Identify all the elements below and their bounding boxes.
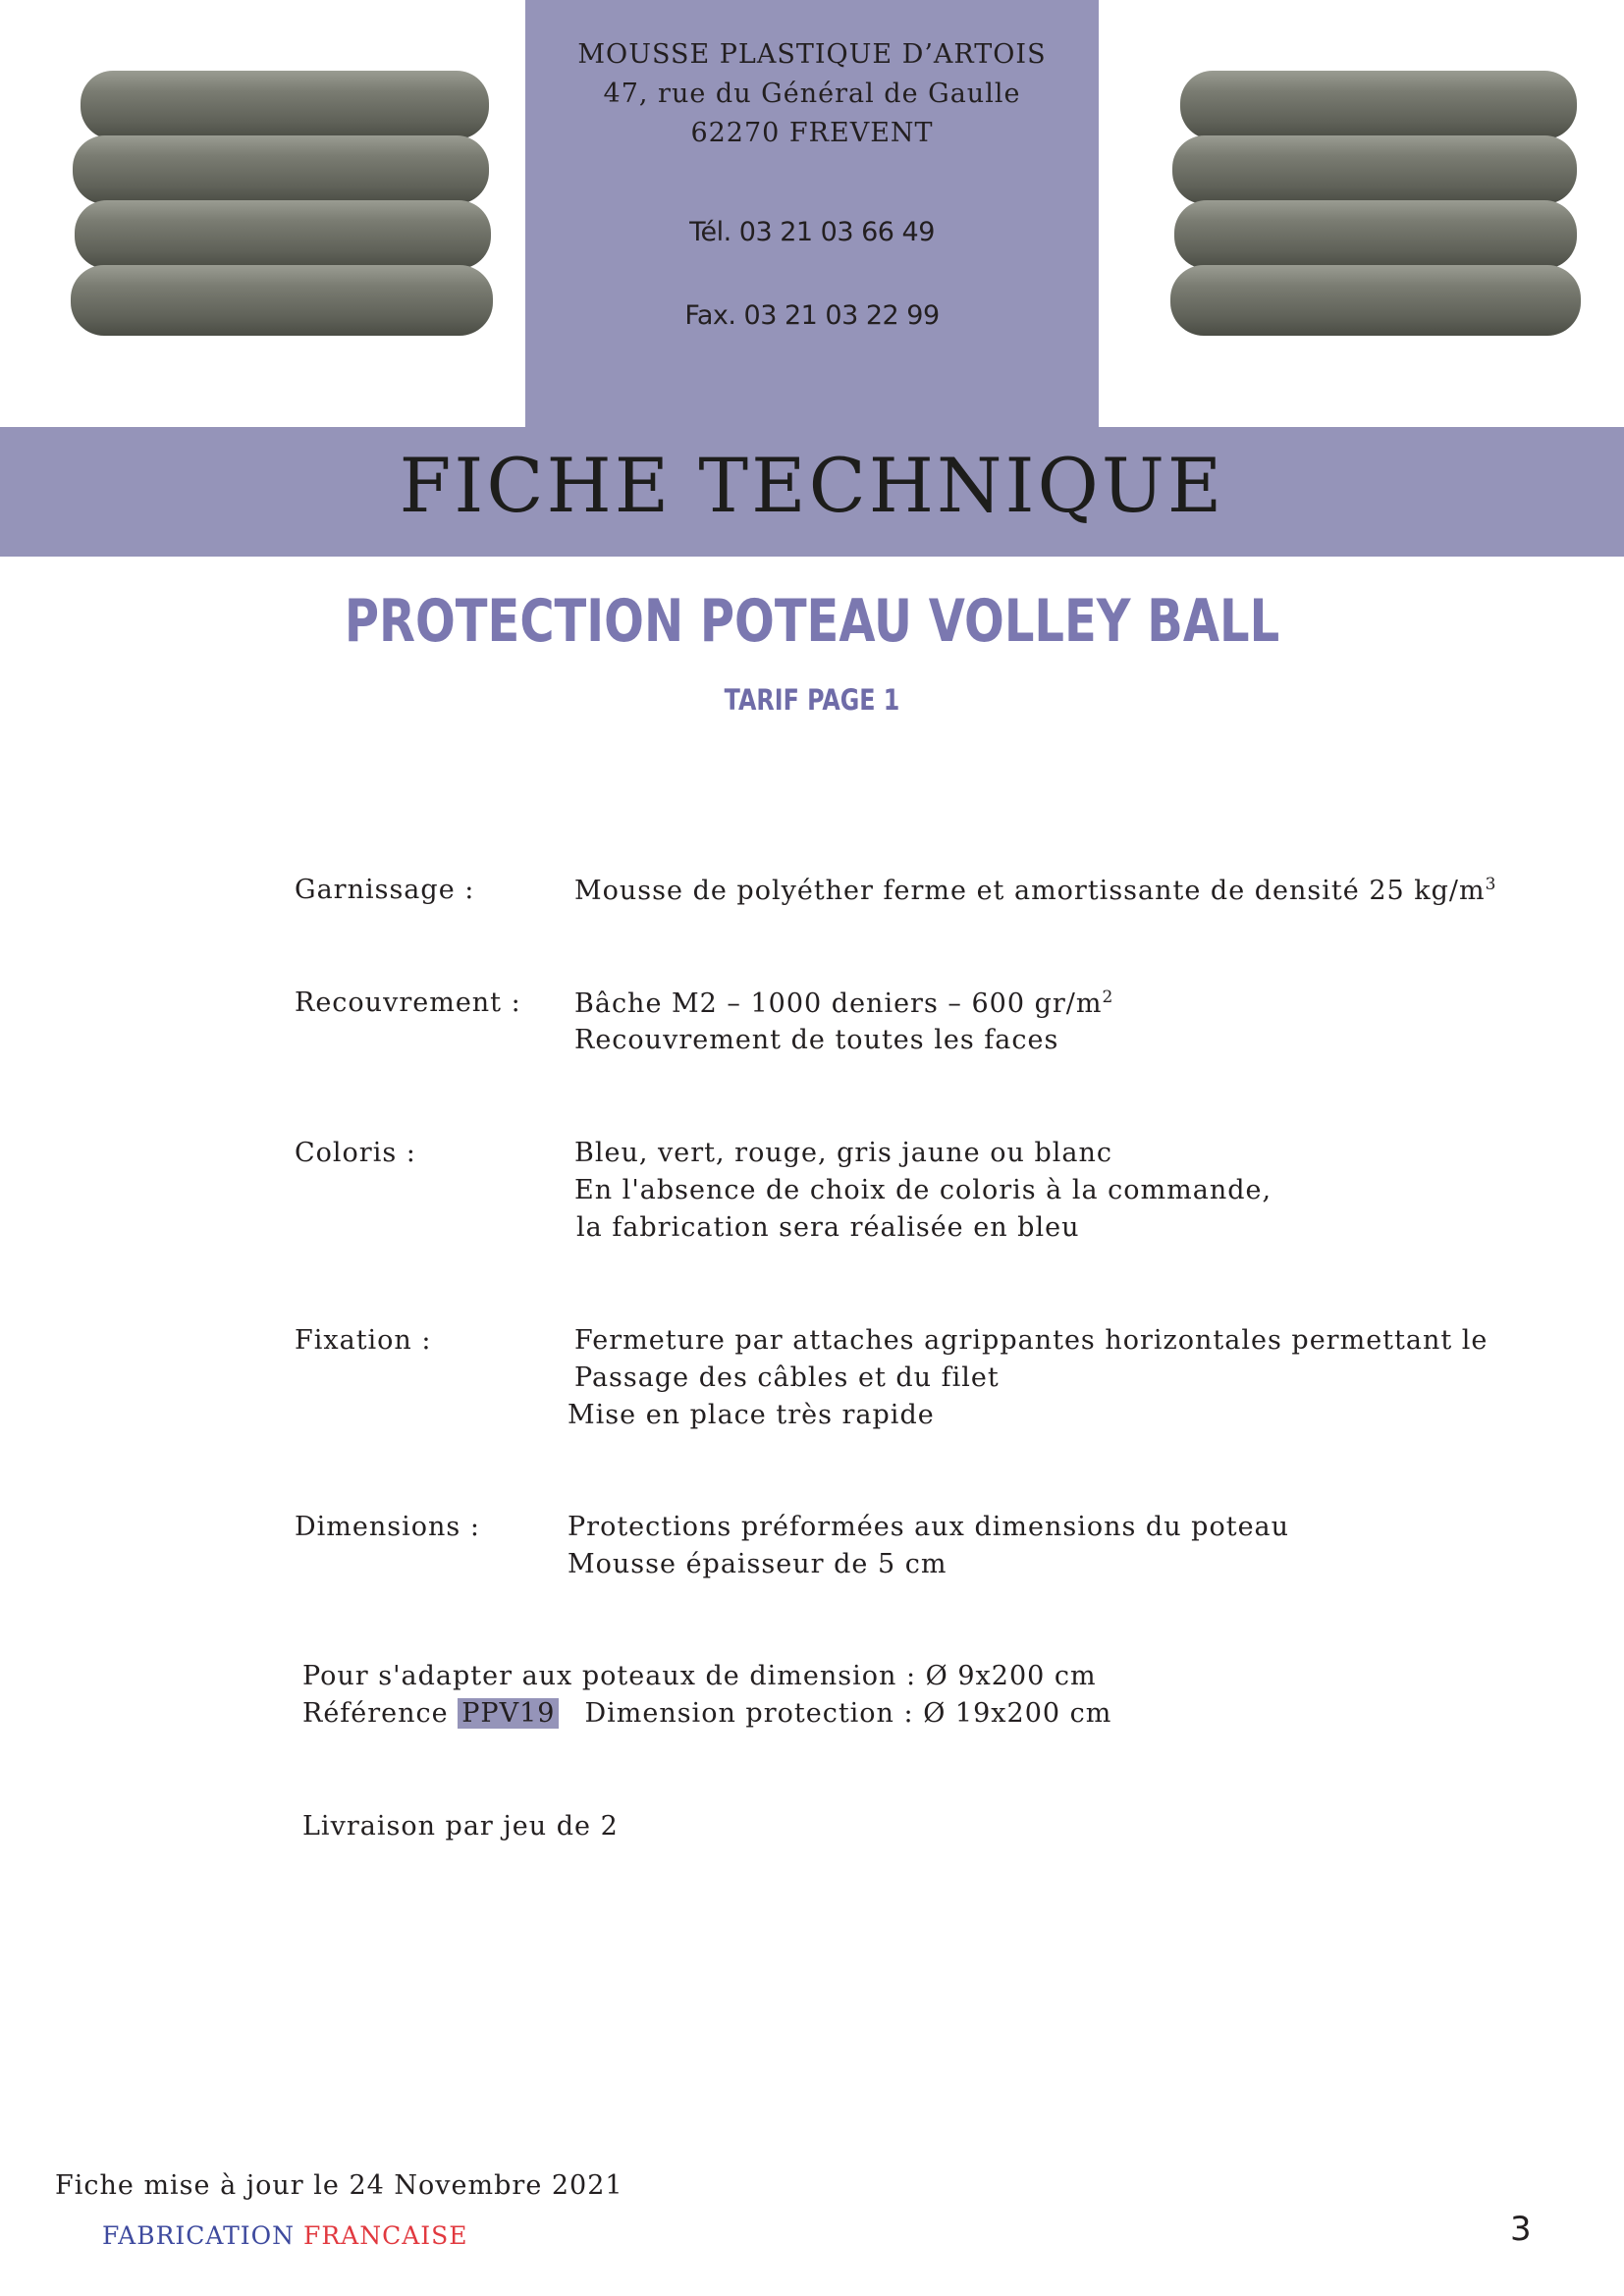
garnissage-label: Garnissage : xyxy=(295,875,475,905)
reference-code: PPV19 xyxy=(458,1698,559,1729)
company-street: 47, rue du Général de Gaulle xyxy=(603,79,1021,109)
page-number: 3 xyxy=(1510,2210,1532,2249)
product-name: PROTECTION POTEAU VOLLEY BALL xyxy=(344,587,1280,656)
recouvrement-label: Recouvrement : xyxy=(295,988,521,1018)
garnissage-value: Mousse de polyéther ferme et amortissante de densité 25 $kg/m^3$ xyxy=(574,875,1497,906)
fixation-label: Fixation : xyxy=(295,1325,432,1356)
tarif-note: TARIF PAGE 1 xyxy=(724,683,900,717)
dimensions-value-2: Mousse épaisseur de 5 cm xyxy=(568,1549,947,1579)
company-city: 62270 FREVENT xyxy=(690,118,934,148)
fixation-value-3: Mise en place très rapide xyxy=(568,1400,935,1430)
coloris-label: Coloris : xyxy=(295,1138,416,1168)
reference-line: Référence PPV19 Dimension protection : Ø 19x200 cm xyxy=(302,1698,1112,1729)
delivery-note: Livraison par jeu de 2 xyxy=(302,1811,619,1842)
company-tel: Tél. 03 21 03 66 49 xyxy=(689,217,935,247)
update-date: Fiche mise à jour le 24 Novembre 2021 xyxy=(55,2170,623,2201)
coloris-value-2: En l'absence de choix de coloris à la commande, xyxy=(574,1175,1272,1205)
dimensions-value-1: Protections préformées aux dimensions du poteau xyxy=(568,1512,1290,1542)
company-name: MOUSSE PLASTIQUE D’ARTOIS xyxy=(577,39,1047,70)
recouvrement-value-2: Recouvrement de toutes les faces xyxy=(574,1025,1059,1055)
company-fax: Fax. 03 21 03 22 99 xyxy=(684,300,940,331)
adapt-line: Pour s'adapter aux poteaux de dimension : Ø 9x200 cm xyxy=(302,1661,1097,1691)
coloris-value-1: Bleu, vert, rouge, gris jaune ou blanc xyxy=(574,1138,1112,1168)
product-photo-right xyxy=(1166,69,1589,344)
page-title: FICHE TECHNIQUE xyxy=(399,442,1225,529)
fixation-value-1: Fermeture par attaches agrippantes horizontales permettant le xyxy=(574,1325,1489,1356)
coloris-value-3: la fabrication sera réalisée en bleu xyxy=(576,1212,1080,1243)
product-photo-left xyxy=(67,69,499,344)
recouvrement-value: Bâche M2 – 1000 deniers – 600 $gr/m^2$ xyxy=(574,988,1114,1019)
dimensions-label: Dimensions : xyxy=(295,1512,480,1542)
fixation-value-2: Passage des câbles et du filet xyxy=(574,1362,1000,1393)
fabrication-francaise: FABRICATION FRANCAISE xyxy=(102,2221,468,2250)
